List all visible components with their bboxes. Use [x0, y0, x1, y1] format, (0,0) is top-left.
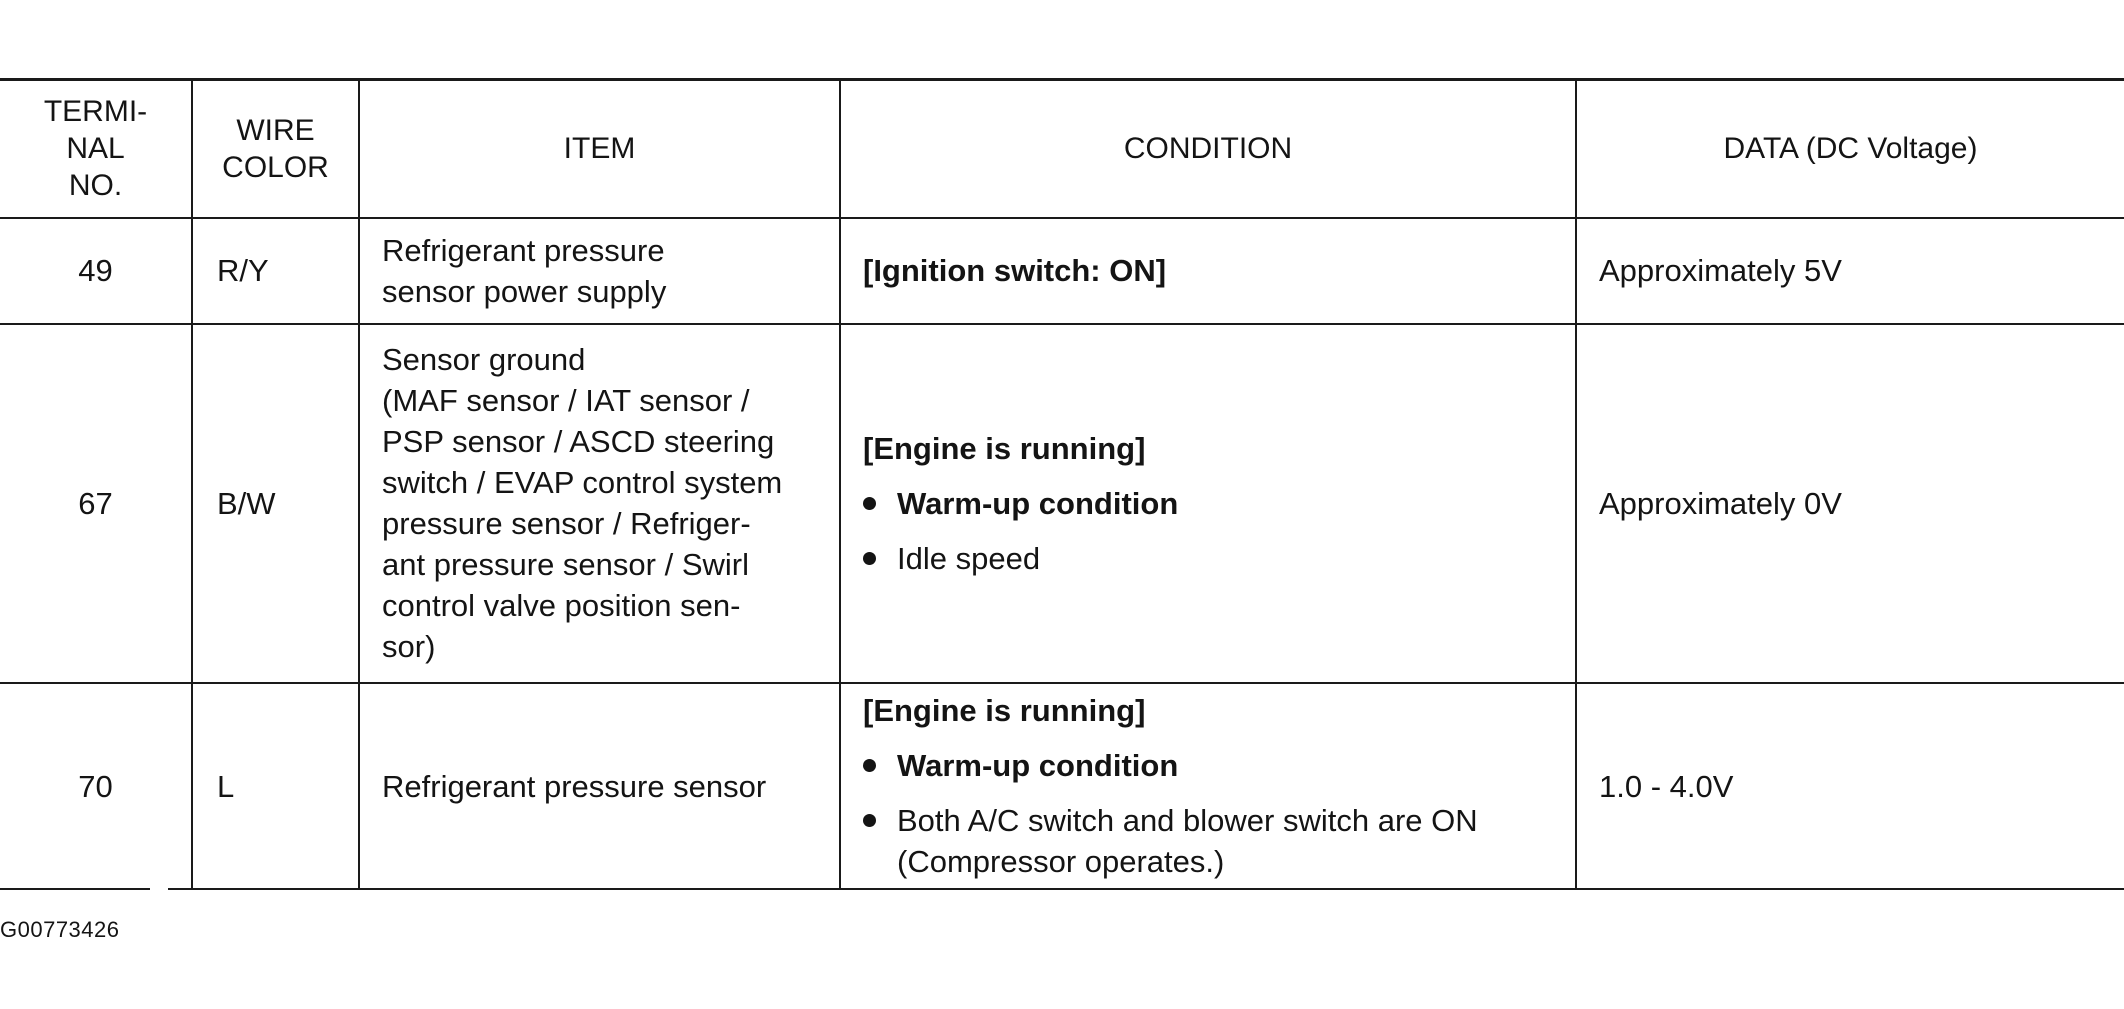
item-line: PSP sensor / ASCD steering	[382, 424, 775, 459]
table-bottom-rule	[0, 888, 150, 890]
condition-bullet	[863, 745, 1565, 786]
item-line: (MAF sensor / IAT sensor /	[382, 383, 750, 418]
wire-color-cell: L	[192, 683, 359, 889]
terminal-data-table	[0, 78, 2124, 889]
condition-heading: [Ignition switch: ON]	[863, 253, 1167, 288]
condition-bullet	[863, 538, 1565, 579]
condition-bullet-text: Idle speed	[897, 540, 1041, 576]
terminal-cell: 67	[78, 485, 113, 521]
header-wire-line-1: WIRE	[236, 113, 315, 147]
table-row	[0, 683, 2124, 889]
condition-bullet-text: Warm-up condition	[897, 748, 1179, 783]
bullet-icon	[863, 814, 876, 827]
item-cell	[359, 324, 840, 683]
header-data: DATA (DC Voltage)	[1576, 80, 2124, 218]
condition-bullet-text: Warm-up condition	[897, 485, 1179, 521]
item-cell	[359, 218, 840, 324]
header-terminal-line-1: TERMI-	[43, 95, 148, 129]
figure-id: G00773426	[0, 917, 120, 942]
header-row	[0, 80, 2124, 218]
item-cell: Refrigerant pressure sensor	[359, 683, 840, 889]
data-cell: 1.0 - 4.0V	[1576, 683, 2124, 889]
table-row	[0, 218, 2124, 324]
condition-heading: [Engine is running]	[863, 430, 1146, 466]
item-line: pressure sensor / Refriger-	[382, 506, 751, 541]
condition-cell	[840, 218, 1576, 324]
bullet-icon	[863, 759, 876, 772]
table-bottom-rule	[168, 888, 2124, 890]
condition-bullet-text: Both A/C switch and blower switch are ON	[897, 803, 1478, 838]
header-terminal-line-3: NO.	[68, 169, 123, 203]
condition-bullet	[863, 800, 1565, 882]
condition-cell	[840, 324, 1576, 683]
terminal-cell: 49	[78, 253, 113, 288]
header-terminal-no	[0, 80, 192, 218]
header-item: ITEM	[359, 80, 840, 218]
wire-color-cell: R/Y	[192, 218, 359, 324]
item-line: ant pressure sensor / Swirl	[382, 547, 749, 582]
header-terminal-line-2: NAL	[66, 132, 125, 166]
item-line: control valve position sen-	[382, 588, 741, 623]
item-line: sor)	[382, 629, 436, 664]
wire-color-cell: B/W	[192, 324, 359, 683]
condition-bullet	[863, 483, 1565, 524]
table-row	[0, 324, 2124, 683]
header-wire-color	[192, 80, 359, 218]
condition-heading: [Engine is running]	[863, 693, 1146, 728]
item-line: sensor power supply	[382, 273, 667, 309]
data-cell: Approximately 5V	[1576, 218, 2124, 324]
condition-bullet-text: (Compressor operates.)	[897, 844, 1225, 879]
item-line: Refrigerant pressure	[382, 232, 665, 268]
item-line: switch / EVAP control system	[382, 465, 783, 500]
bullet-icon	[863, 497, 876, 510]
bullet-icon	[863, 552, 876, 565]
data-cell: Approximately 0V	[1576, 324, 2124, 683]
item-line: Sensor ground	[382, 342, 586, 377]
header-wire-line-2: COLOR	[222, 150, 329, 184]
terminal-cell: 70	[78, 768, 113, 804]
condition-cell	[840, 683, 1576, 889]
header-condition: CONDITION	[840, 80, 1576, 218]
